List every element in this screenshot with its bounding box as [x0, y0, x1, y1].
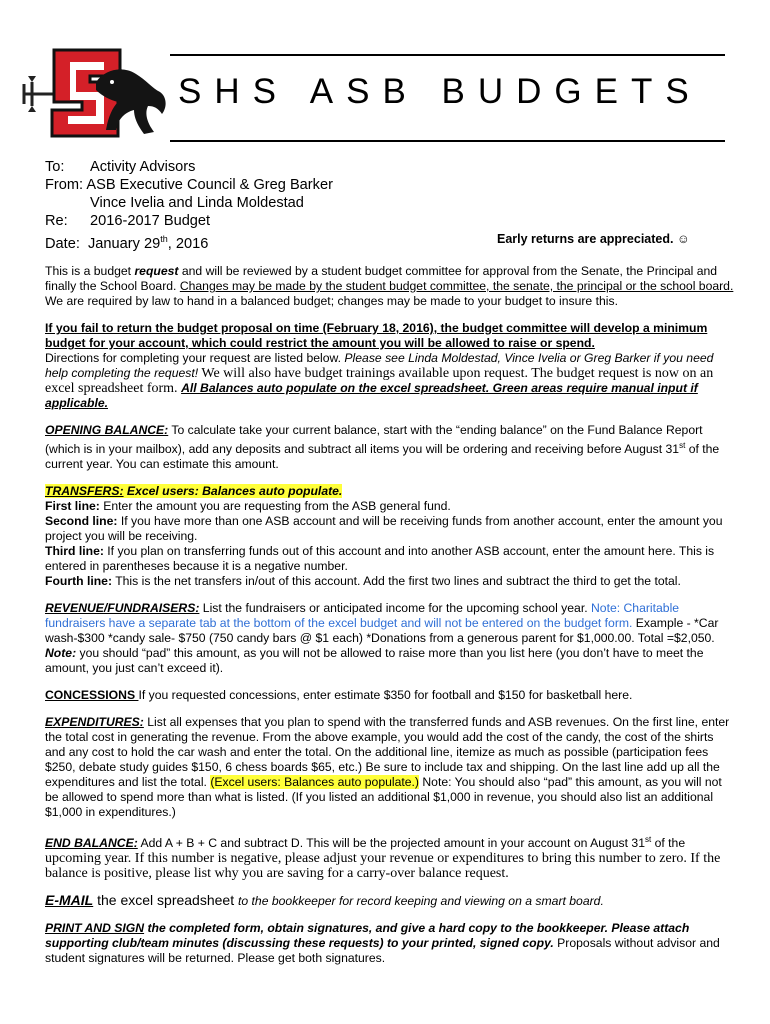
fourth-line-text: This is the net transfers in/out of this account. Add the first two lines and subtract the third to get the total.	[112, 574, 681, 589]
intro-changes-note: Changes may be made by the student budget committee, the senate, the principal or the school board.	[179, 279, 734, 293]
print-sign-text: the completed form, obtain signatures, and give a hard copy to the bookkeeper. Please attach supporting club/team minutes (discussing these requests) to your printed, signed copy.	[45, 921, 690, 951]
expenditures-text-2: Note: You should also “pad” this amount, as you will not be allowed to spend more than what is listed. (If you listed an additional $1,000 in revenue, you should also list an additional $1,000 in expenditures.)	[45, 775, 722, 820]
help-contact-text: Please see Linda Moldestad, Vince Ivelia or Greg Barker if you need help completing the request!	[45, 351, 714, 380]
title-top-rule	[170, 54, 725, 56]
memo-to-value: Activity Advisors	[90, 159, 196, 175]
print-sign-heading: PRINT AND SIGN	[45, 921, 145, 936]
transfers-highlight: Excel users: Balances auto populate.	[123, 484, 343, 499]
end-balance-text: Add A + B + C and subtract D. This will be the projected amount in your account on August 31	[137, 836, 645, 851]
opening-balance-suffix: st	[679, 441, 686, 450]
revenue-heading: REVENUE/FUNDRAISERS:	[45, 601, 200, 616]
end-balance-text-2: of the	[651, 836, 686, 851]
memo-re-label: Re:	[45, 213, 68, 229]
email-heading: E-MAIL	[45, 892, 94, 909]
third-line-text: If you plan on transferring funds out of this account and into another ASB account, enter the amount here. This is entered in parentheses because it is a negative number.	[45, 544, 715, 574]
transfers-paragraph	[45, 484, 735, 589]
memo-re	[45, 212, 333, 230]
memo-from	[45, 176, 333, 194]
deadline-paragraph	[45, 321, 735, 411]
memo-re-value: 2016-2017 Budget	[90, 213, 211, 229]
fourth-line-label: Fourth line:	[45, 574, 113, 589]
memo-date-suffix: th	[160, 234, 168, 244]
expenditures-text: List all expenses that you plan to spend with the transferred funds and ASB revenues. On the first line, enter the total cost in generating the revenue. From the above example, you would add the cost of the candy, the cost of the shirts and any cost to hold the car wash and enter the total. On the additional line, itemize as much as possible (participation fees $250, debate study guides $150, 6 chess boards $65, etc.) Be sure to include tax and shipping. On the last line add up all the expenditures and list the total.	[45, 715, 730, 790]
revenue-note-label: Note:	[45, 646, 77, 661]
email-text: the excel spreadsheet	[93, 892, 238, 909]
revenue-example: Example - *Car wash-$300 *candy sale- $750 (750 candy bars @ $1 each) *Donations from a generous parent for $1,000.00. Total =$2,050.	[45, 616, 719, 646]
memo-header	[45, 158, 333, 253]
memo-from-label: From:	[45, 177, 84, 193]
auto-populate-note: All Balances auto populate on the excel spreadsheet. Green areas require manual input if applicable.	[45, 381, 698, 410]
transfers-heading: TRANSFERS:	[45, 484, 124, 499]
intro-text: This is a budget	[45, 264, 135, 278]
intro-request-emphasis: request	[134, 264, 179, 278]
trainings-text: We will also have budget trainings available upon request. The budget request is now on an excel spreadsheet form.	[45, 366, 714, 396]
end-balance-suffix: st	[644, 835, 652, 845]
concessions-heading: CONCESSIONS	[45, 688, 139, 703]
memo-date-year: , 2016	[167, 235, 209, 252]
concessions-text: If you requested concessions, enter estimate $350 for football and $150 for basketball here.	[138, 688, 633, 703]
email-paragraph	[45, 893, 735, 909]
intro-text-3: We are required by law to hand in a balanced budget; changes may be made to your budget to insure this.	[45, 294, 618, 308]
opening-balance-paragraph	[45, 423, 735, 472]
memo-date	[45, 230, 333, 253]
print-sign-text-2: Proposals without advisor and student signatures will be returned. Please get both signatures.	[45, 936, 720, 966]
deadline-warning: If you fail to return the budget proposal on time (February 18, 2016), the budget committee will develop a minimum budget for your account, which could restrict the amount you will be allowed to raise or spend.	[45, 321, 708, 350]
opening-balance-heading: OPENING BALANCE:	[45, 423, 169, 437]
second-line-text: If you have more than one ASB account and will be receiving funds from another account, enter the amount you project you will be receiving.	[45, 514, 723, 544]
memo-date-value: January 29	[88, 235, 161, 252]
intro-paragraph	[45, 264, 735, 309]
memo-to-label: To:	[45, 159, 65, 175]
third-line-label: Third line:	[45, 544, 104, 559]
first-line-label: First line:	[45, 499, 100, 514]
intro-text-2: and will be reviewed by a student budget committee for approval from the Senate, the Principal and finally the School Board.	[45, 264, 718, 293]
early-returns-note: Early returns are appreciated. ☺	[497, 232, 690, 246]
title-bottom-rule	[170, 140, 725, 142]
expenditures-paragraph	[45, 715, 735, 820]
revenue-note-text: you should “pad” this amount, as you will not be allowed to raise more than you list here (you don’t have to meet the amount, you just can’t exceed it).	[45, 646, 704, 676]
charitable-note: Note: Charitable fundraisers have a separate tab at the bottom of the excel budget and will not be entered on the budget form.	[45, 601, 680, 631]
email-text-2: to the bookkeeper for record keeping and viewing on a smart board.	[237, 894, 604, 909]
expenditures-heading: EXPENDITURES:	[45, 715, 144, 730]
end-balance-paragraph	[45, 832, 735, 881]
expenditures-highlight: (Excel users: Balances auto populate.)	[210, 775, 419, 790]
memo-from-line2: Vince Ivelia and Linda Moldestad	[90, 195, 304, 211]
first-line-text: Enter the amount you are requesting from the ASB general fund.	[99, 499, 451, 514]
concessions-paragraph	[45, 688, 735, 703]
memo-date-label: Date:	[45, 235, 80, 252]
directions-text: Directions for completing your request are listed below.	[45, 351, 345, 365]
memo-from-value: ASB Executive Council & Greg Barker	[86, 177, 333, 193]
end-balance-heading: END BALANCE:	[45, 836, 138, 851]
memo-to	[45, 158, 333, 176]
second-line-label: Second line:	[45, 514, 118, 529]
revenue-paragraph	[45, 601, 735, 676]
print-sign-paragraph	[45, 921, 735, 966]
opening-balance-text-2: of the current year. You can estimate this amount.	[45, 442, 720, 472]
school-logo-icon	[20, 44, 170, 142]
opening-balance-text: To calculate take your current balance, start with the “ending balance” on the Fund Balance Report (which is in your mailbox), add any deposits and subtract all items you will be ordering and receiving before August 31	[45, 423, 703, 457]
page-title: SHS ASB BUDGETS	[178, 72, 702, 111]
document-body	[45, 264, 735, 978]
revenue-text: List the fundraisers or anticipated income for the upcoming school year.	[199, 601, 591, 616]
end-balance-text-3: upcoming year. If this number is negative, please adjust your revenue or expenditures to bring this number to zero. If the balance is positive, please list why you are saving for a carry-over balance request.	[45, 851, 721, 882]
